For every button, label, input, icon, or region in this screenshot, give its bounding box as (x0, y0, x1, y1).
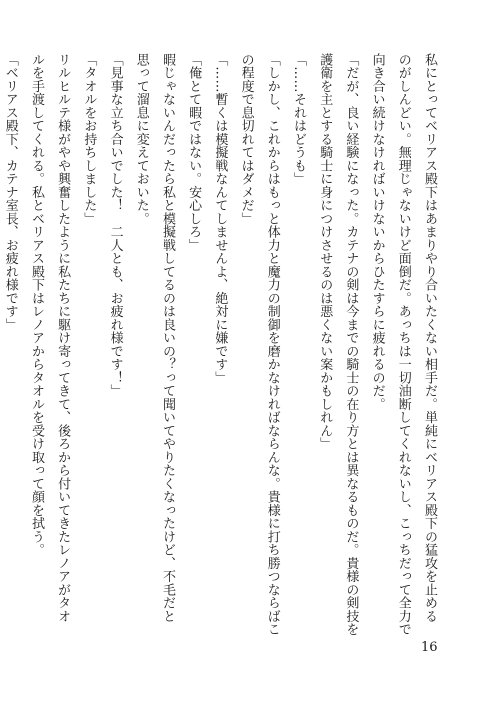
text-line: リルヒルテ様がやや興奮したように私たちに駆け寄ってきて、後ろから付いてきたレノアがタオ (55, 53, 71, 623)
vertical-text-body (2, 53, 442, 636)
text-line: のがしんどい。無理じゃないけど面倒だ。あっちは一切油断してくれないし、こっちだって全力で (395, 53, 411, 636)
text-line: 思って溜息に変えておいた。 (133, 53, 149, 226)
text-line: ルを手渡してくれる。私とベリアス殿下はレノアからタオルを受け取って顔を拭う。 (28, 53, 44, 557)
text-line: 「ベリアス殿下、カテナ室長、お疲れ様です」 (2, 53, 18, 332)
text-line: 「……それはどうも」 (290, 53, 306, 186)
text-line: 護衛を主とする騎士に身につけさせるのは悪くない案かもしれん」 (317, 53, 333, 451)
text-line: 「……暫くは模擬戦なんてしませんよ、絶対に嫌です」 (212, 53, 228, 385)
page-number: 16 (421, 640, 438, 655)
text-line: 暇じゃないんだったら私と模擬戦してるのは良いの？って聞いてやりたくなったけど、不毛だと (159, 53, 175, 623)
text-line: 向き合い続けなければいけないからひたすらに疲れるのだ。 (369, 53, 385, 411)
text-line: 「見事な立ち合いでした！ 二人とも、お疲れ様です！」 (107, 53, 123, 398)
text-line: 「だが、良い経験になった。カテナの剣は今までの騎士の在り方とは異なるものだ。貴様の剣技を (343, 53, 359, 636)
text-line: 「タオルをお持ちしました」 (81, 53, 97, 226)
text-line: の程度で息切れてはダメだ」 (238, 53, 254, 226)
text-line: 私にとってベリアス殿下はあまりやり合いたくない相手だ。単純にベリアス殿下の猛攻を止める (422, 53, 437, 623)
text-line: 「しかし、これからはもっと体力と魔力の制御を磨かなければならんな。貴様に打ち勝つならばこ (264, 53, 280, 636)
text-line: 「俺とて暇ではない。安心しろ」 (186, 53, 202, 252)
